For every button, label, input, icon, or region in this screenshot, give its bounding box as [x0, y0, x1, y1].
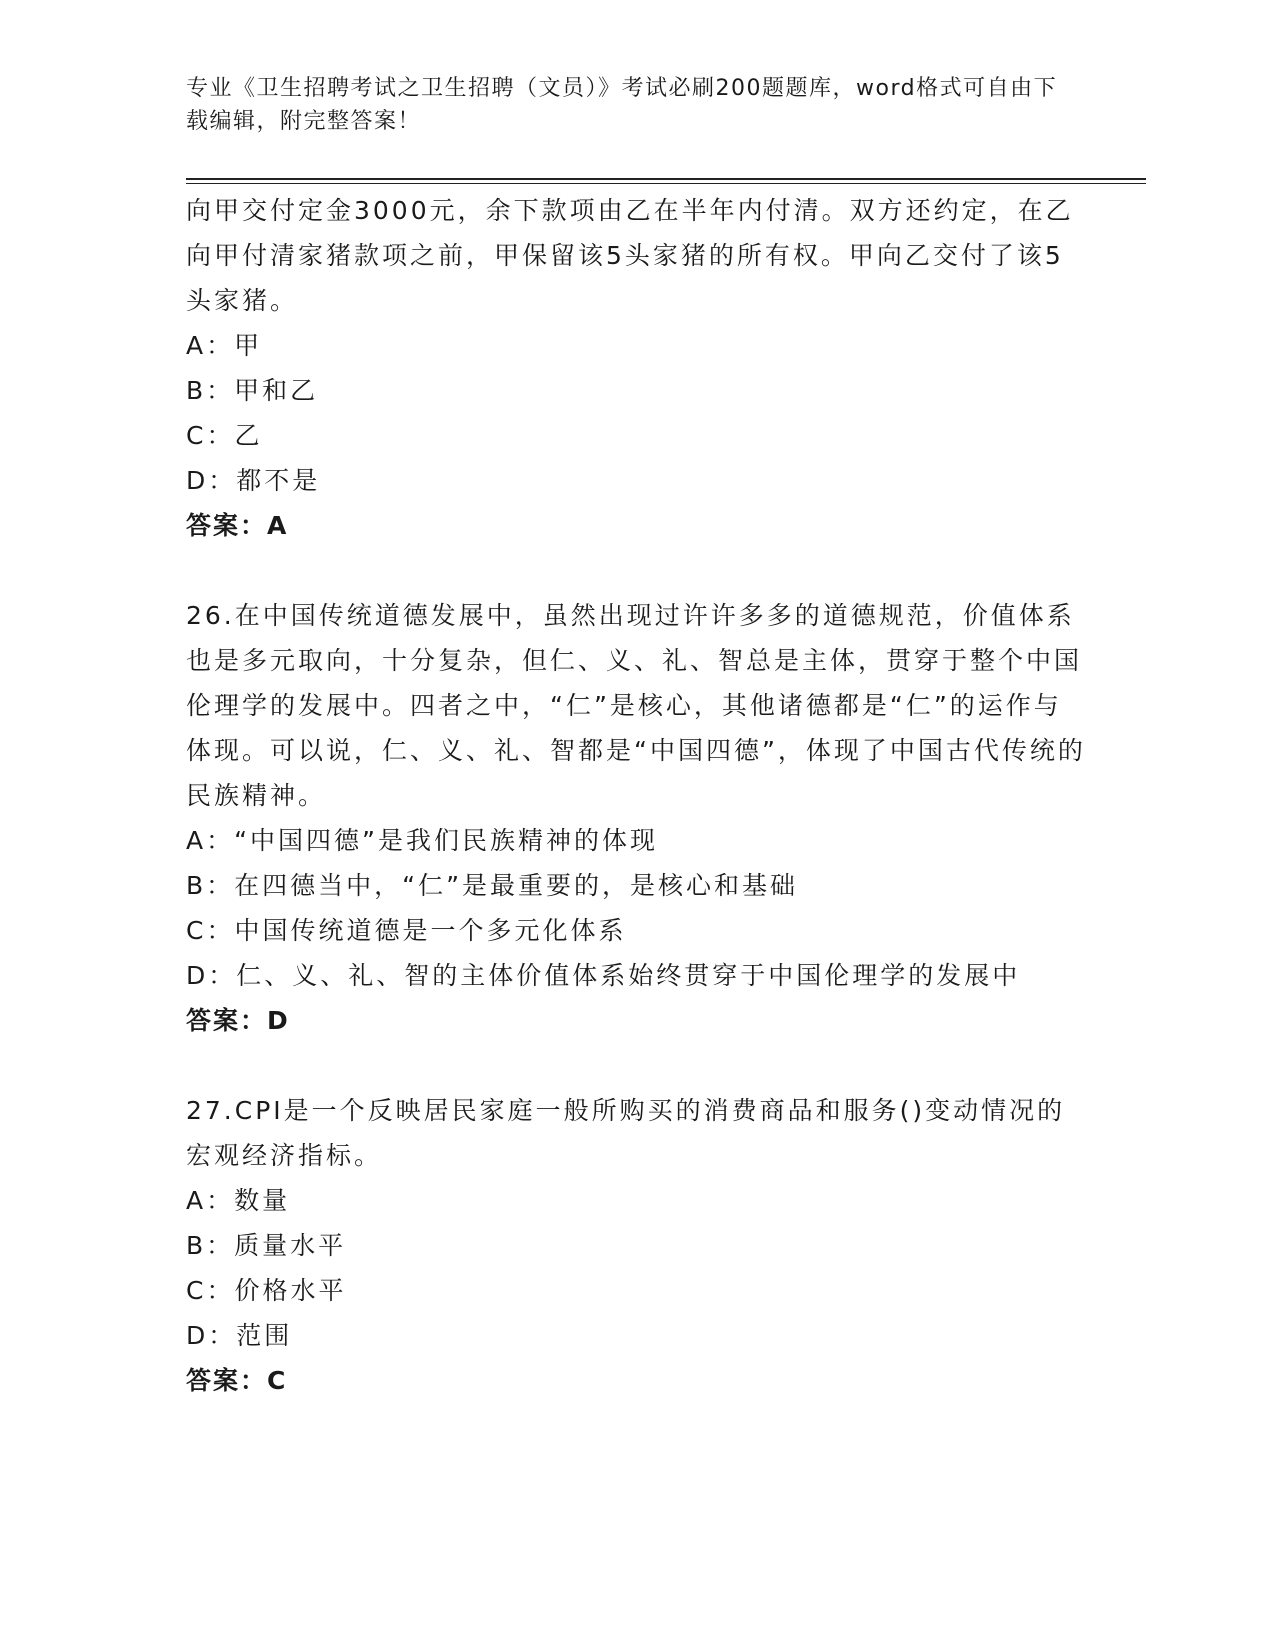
document-body [186, 188, 1086, 1403]
question-text: 27.CPI是一个反映居民家庭一般所购买的消费商品和服务()变动情况的宏观经济指标。 [186, 1096, 1066, 1170]
option-c: C：乙 [186, 421, 263, 450]
option-b: B：在四德当中，“仁”是最重要的，是核心和基础 [186, 871, 799, 900]
header-rule-thin [186, 183, 1146, 184]
question-block [186, 188, 1086, 548]
question-block [186, 1088, 1086, 1403]
answer-line: 答案：C [186, 1366, 288, 1395]
option-a: A：甲 [186, 331, 263, 360]
answer-line: 答案：A [186, 511, 289, 540]
option-b: B：质量水平 [186, 1231, 347, 1260]
question-block [186, 593, 1086, 1043]
option-a: A：数量 [186, 1186, 291, 1215]
spacer [186, 548, 1086, 593]
option-b: B：甲和乙 [186, 376, 319, 405]
spacer [186, 1043, 1086, 1088]
question-text: 26.在中国传统道德发展中，虽然出现过许许多多的道德规范，价值体系也是多元取向，十分复杂，但仁、义、礼、智总是主体，贯穿于整个中国伦理学的发展中。四者之中，“仁”是核心，其他诸德都是“仁”的运作与体现。可以说，仁、义、礼、智都是“中国四德”，体现了中国古代传统的民族精神。 [186, 601, 1086, 810]
option-d: D：都不是 [186, 466, 321, 495]
option-c: C：中国传统道德是一个多元化体系 [186, 916, 627, 945]
option-a: A：“中国四德”是我们民族精神的体现 [186, 826, 659, 855]
option-c: C：价格水平 [186, 1276, 347, 1305]
question-text: 向甲交付定金3000元，余下款项由乙在半年内付清。双方还约定，在乙向甲付清家猪款项之前，甲保留该5头家猪的所有权。甲向乙交付了该5头家猪。 [186, 196, 1074, 315]
option-d: D：范围 [186, 1321, 293, 1350]
document-header: 专业《卫生招聘考试之卫生招聘（文员）》考试必刷200题题库，word格式可自由下载编辑，附完整答案！ [186, 76, 1058, 134]
answer-line: 答案：D [186, 1006, 290, 1035]
header-rule-thick [186, 178, 1146, 180]
option-d: D：仁、义、礼、智的主体价值体系始终贯穿于中国伦理学的发展中 [186, 961, 1021, 990]
